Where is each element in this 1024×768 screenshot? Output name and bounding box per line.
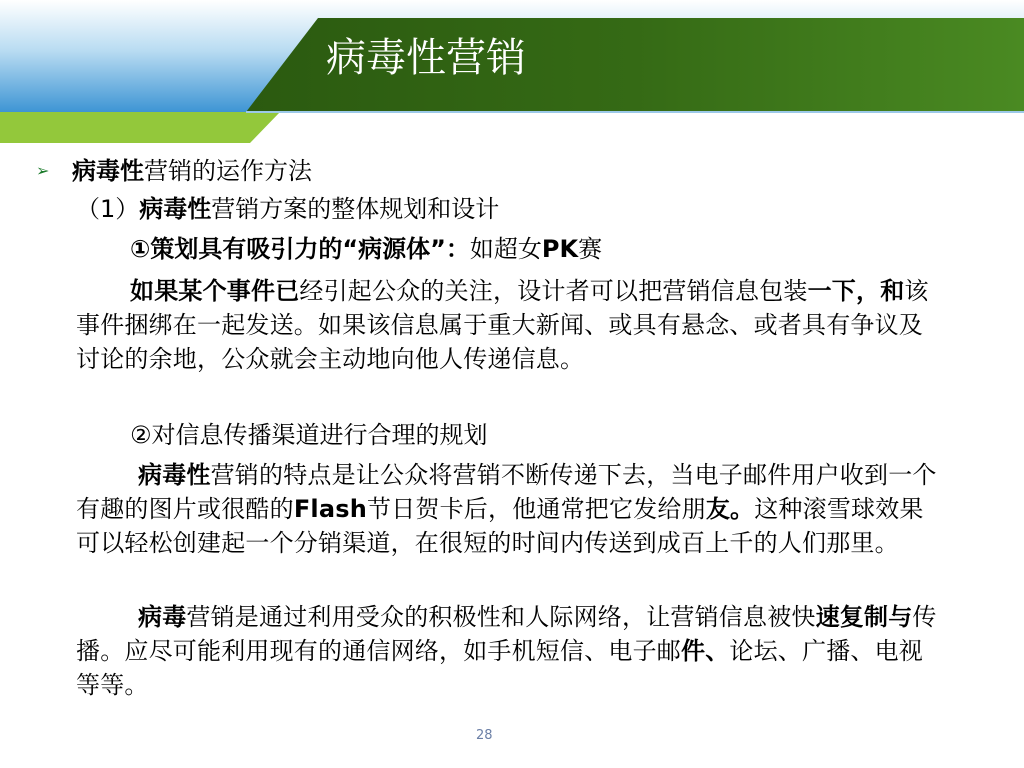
- point-two: [130, 418, 488, 452]
- para-two-text: 营销的特点是让公众将营销不断传递下去，当电子邮件用户收到一个有趣的图片或很酷的: [76, 461, 937, 523]
- para-three-bold: 病毒: [138, 603, 187, 631]
- point-one-text: 如超女: [469, 235, 542, 263]
- para-three-bold-3: 件、: [681, 637, 730, 665]
- bullet-bold-text: 病毒性: [72, 157, 144, 185]
- bullet-item: [36, 154, 312, 188]
- para-two-text-3: 这种滚雪球效果可以轻松创建起一个分销渠道，在很短的时间内传送到成百上千的人们那里。: [76, 495, 924, 557]
- subheading-text: 营销方案的整体规划和设计: [211, 195, 500, 223]
- para-three-text-2: 传播。应尽可能利用现有的通信网络，如手机短信、电子邮: [76, 603, 937, 665]
- subheading: [76, 192, 499, 226]
- paragraph-one: [76, 274, 946, 376]
- arrow-bullet-icon: ➢: [36, 161, 50, 180]
- subheading-bold-text: 病毒性: [139, 195, 212, 223]
- point-one-bold: ①策划具有吸引力的“病源体”：: [130, 235, 470, 263]
- point-two-text: ②对信息传播渠道进行合理的规划: [130, 421, 488, 449]
- para-one-bold-2: 一下，和: [807, 277, 905, 305]
- para-three-bold-2: 速复制与: [815, 603, 913, 631]
- para-three-text: 营销是通过利用受众的积极性和人际网络，让营销信息被快: [186, 603, 816, 631]
- point-one-bold-pk: PK: [541, 235, 579, 263]
- para-two-bold-flash: Flash: [293, 495, 367, 523]
- page-number: 28: [476, 728, 493, 743]
- slide-header: [0, 0, 1024, 145]
- bullet-text: 营销的运作方法: [144, 157, 312, 185]
- paragraph-three: [76, 600, 946, 702]
- para-one-text-2: 该事件捆绑在一起发送。如果该信息属于重大新闻、或具有悬念、或者具有争议及讨论的余地，公众就会主动地向他人传递信息。: [76, 277, 929, 373]
- para-one-bold: 如果某个事件已: [130, 277, 300, 305]
- para-three-text-3: 论坛、广播、电视等等。: [76, 637, 924, 699]
- para-two-bold: 病毒性: [138, 461, 211, 489]
- paragraph-two: [76, 458, 946, 560]
- para-one-text: 经引起公众的关注，设计者可以把营销信息包装: [299, 277, 808, 305]
- point-one: [130, 232, 602, 266]
- para-two-bold-3: 友。: [705, 495, 755, 523]
- header-lime-band: [0, 112, 280, 143]
- para-two-text-2: 节日贺卡后，他通常把它发给朋: [367, 495, 706, 523]
- subheading-number: （1）: [76, 195, 140, 223]
- slide-title: 病毒性营销: [326, 35, 526, 81]
- point-one-suffix: 赛: [578, 235, 603, 263]
